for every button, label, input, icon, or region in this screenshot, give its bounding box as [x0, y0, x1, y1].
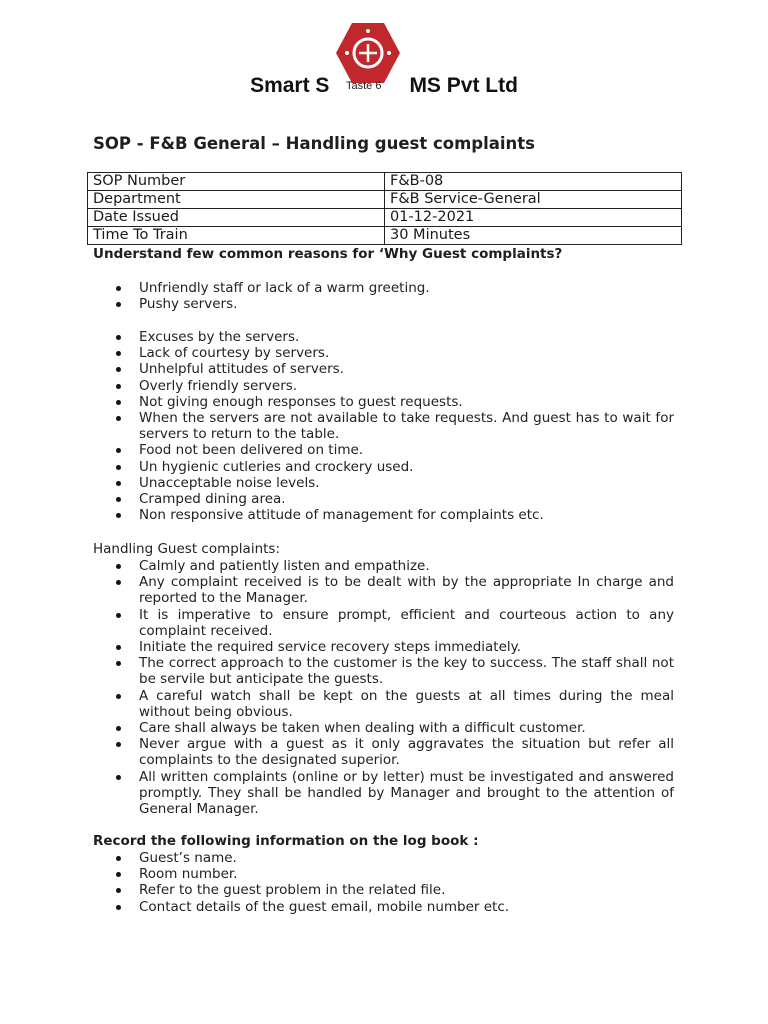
list-item: When the servers are not available to take requests. And guest has to wait for servers to return to the table.	[114, 410, 674, 442]
reasons-list-1	[114, 280, 674, 312]
list-item: Cramped dining area.	[114, 491, 674, 507]
table-row	[88, 173, 682, 191]
list-item: Un hygienic cutleries and crockery used.	[114, 459, 674, 475]
sop-title: SOP - F&B General – Handling guest complaints	[93, 134, 535, 153]
list-item: All written complaints (online or by letter) must be investigated and answered promptly. They shall be handled by Manager and brought to the attention of General Manager.	[114, 769, 674, 818]
table-row	[88, 227, 682, 245]
handling-heading: Handling Guest complaints:	[93, 541, 281, 557]
meta-key: Date Issued	[88, 209, 385, 227]
table-row	[88, 209, 682, 227]
list-item: Unacceptable noise levels.	[114, 475, 674, 491]
company-name-left: Smart S	[250, 74, 330, 97]
logbook-heading: Record the following information on the log book :	[93, 833, 479, 849]
list-item: Unhelpful attitudes of servers.	[114, 361, 674, 377]
logbook-list	[114, 850, 674, 915]
list-item: Non responsive attitude of management for complaints etc.	[114, 507, 674, 523]
list-item: Calmly and patiently listen and empathize.	[114, 558, 674, 574]
list-item: Care shall always be taken when dealing with a difficult customer.	[114, 720, 674, 736]
list-item: Unfriendly staff or lack of a warm greeting.	[114, 280, 674, 296]
list-item: The correct approach to the customer is the key to success. The staff shall not be servile but anticipate the guests.	[114, 655, 674, 687]
list-item: Room number.	[114, 866, 674, 882]
sop-meta-table	[87, 172, 682, 245]
list-item: Pushy servers.	[114, 296, 674, 312]
list-item: Excuses by the servers.	[114, 329, 674, 345]
list-item: Initiate the required service recovery steps immediately.	[114, 639, 674, 655]
company-name	[0, 74, 768, 98]
list-item: Contact details of the guest email, mobile number etc.	[114, 899, 674, 915]
meta-value: 30 Minutes	[385, 227, 682, 245]
meta-value: F&B Service-General	[385, 191, 682, 209]
reasons-list-2	[114, 329, 674, 523]
list-item: Refer to the guest problem in the related file.	[114, 882, 674, 898]
meta-key: Time To Train	[88, 227, 385, 245]
meta-value: 01-12-2021	[385, 209, 682, 227]
meta-key: SOP Number	[88, 173, 385, 191]
list-item: Guest’s name.	[114, 850, 674, 866]
list-item: It is imperative to ensure prompt, efficient and courteous action to any complaint received.	[114, 607, 674, 639]
list-item: A careful watch shall be kept on the guests at all times during the meal without being obvious.	[114, 688, 674, 720]
list-item: Food not been delivered on time.	[114, 442, 674, 458]
meta-key: Department	[88, 191, 385, 209]
list-item: Any complaint received is to be dealt with by the appropriate In charge and reported to the Manager.	[114, 574, 674, 606]
list-item: Lack of courtesy by servers.	[114, 345, 674, 361]
table-row	[88, 191, 682, 209]
list-item: Never argue with a guest as it only aggravates the situation but refer all complaints to the designated superior.	[114, 736, 674, 768]
list-item: Not giving enough responses to guest requests.	[114, 394, 674, 410]
list-item: Overly friendly servers.	[114, 378, 674, 394]
company-name-right: MS Pvt Ltd	[409, 74, 518, 97]
meta-value: F&B-08	[385, 173, 682, 191]
reasons-heading: Understand few common reasons for ‘Why Guest complaints?	[93, 246, 563, 262]
handling-list	[114, 558, 674, 817]
logo-caption: Taste 6	[346, 80, 382, 92]
